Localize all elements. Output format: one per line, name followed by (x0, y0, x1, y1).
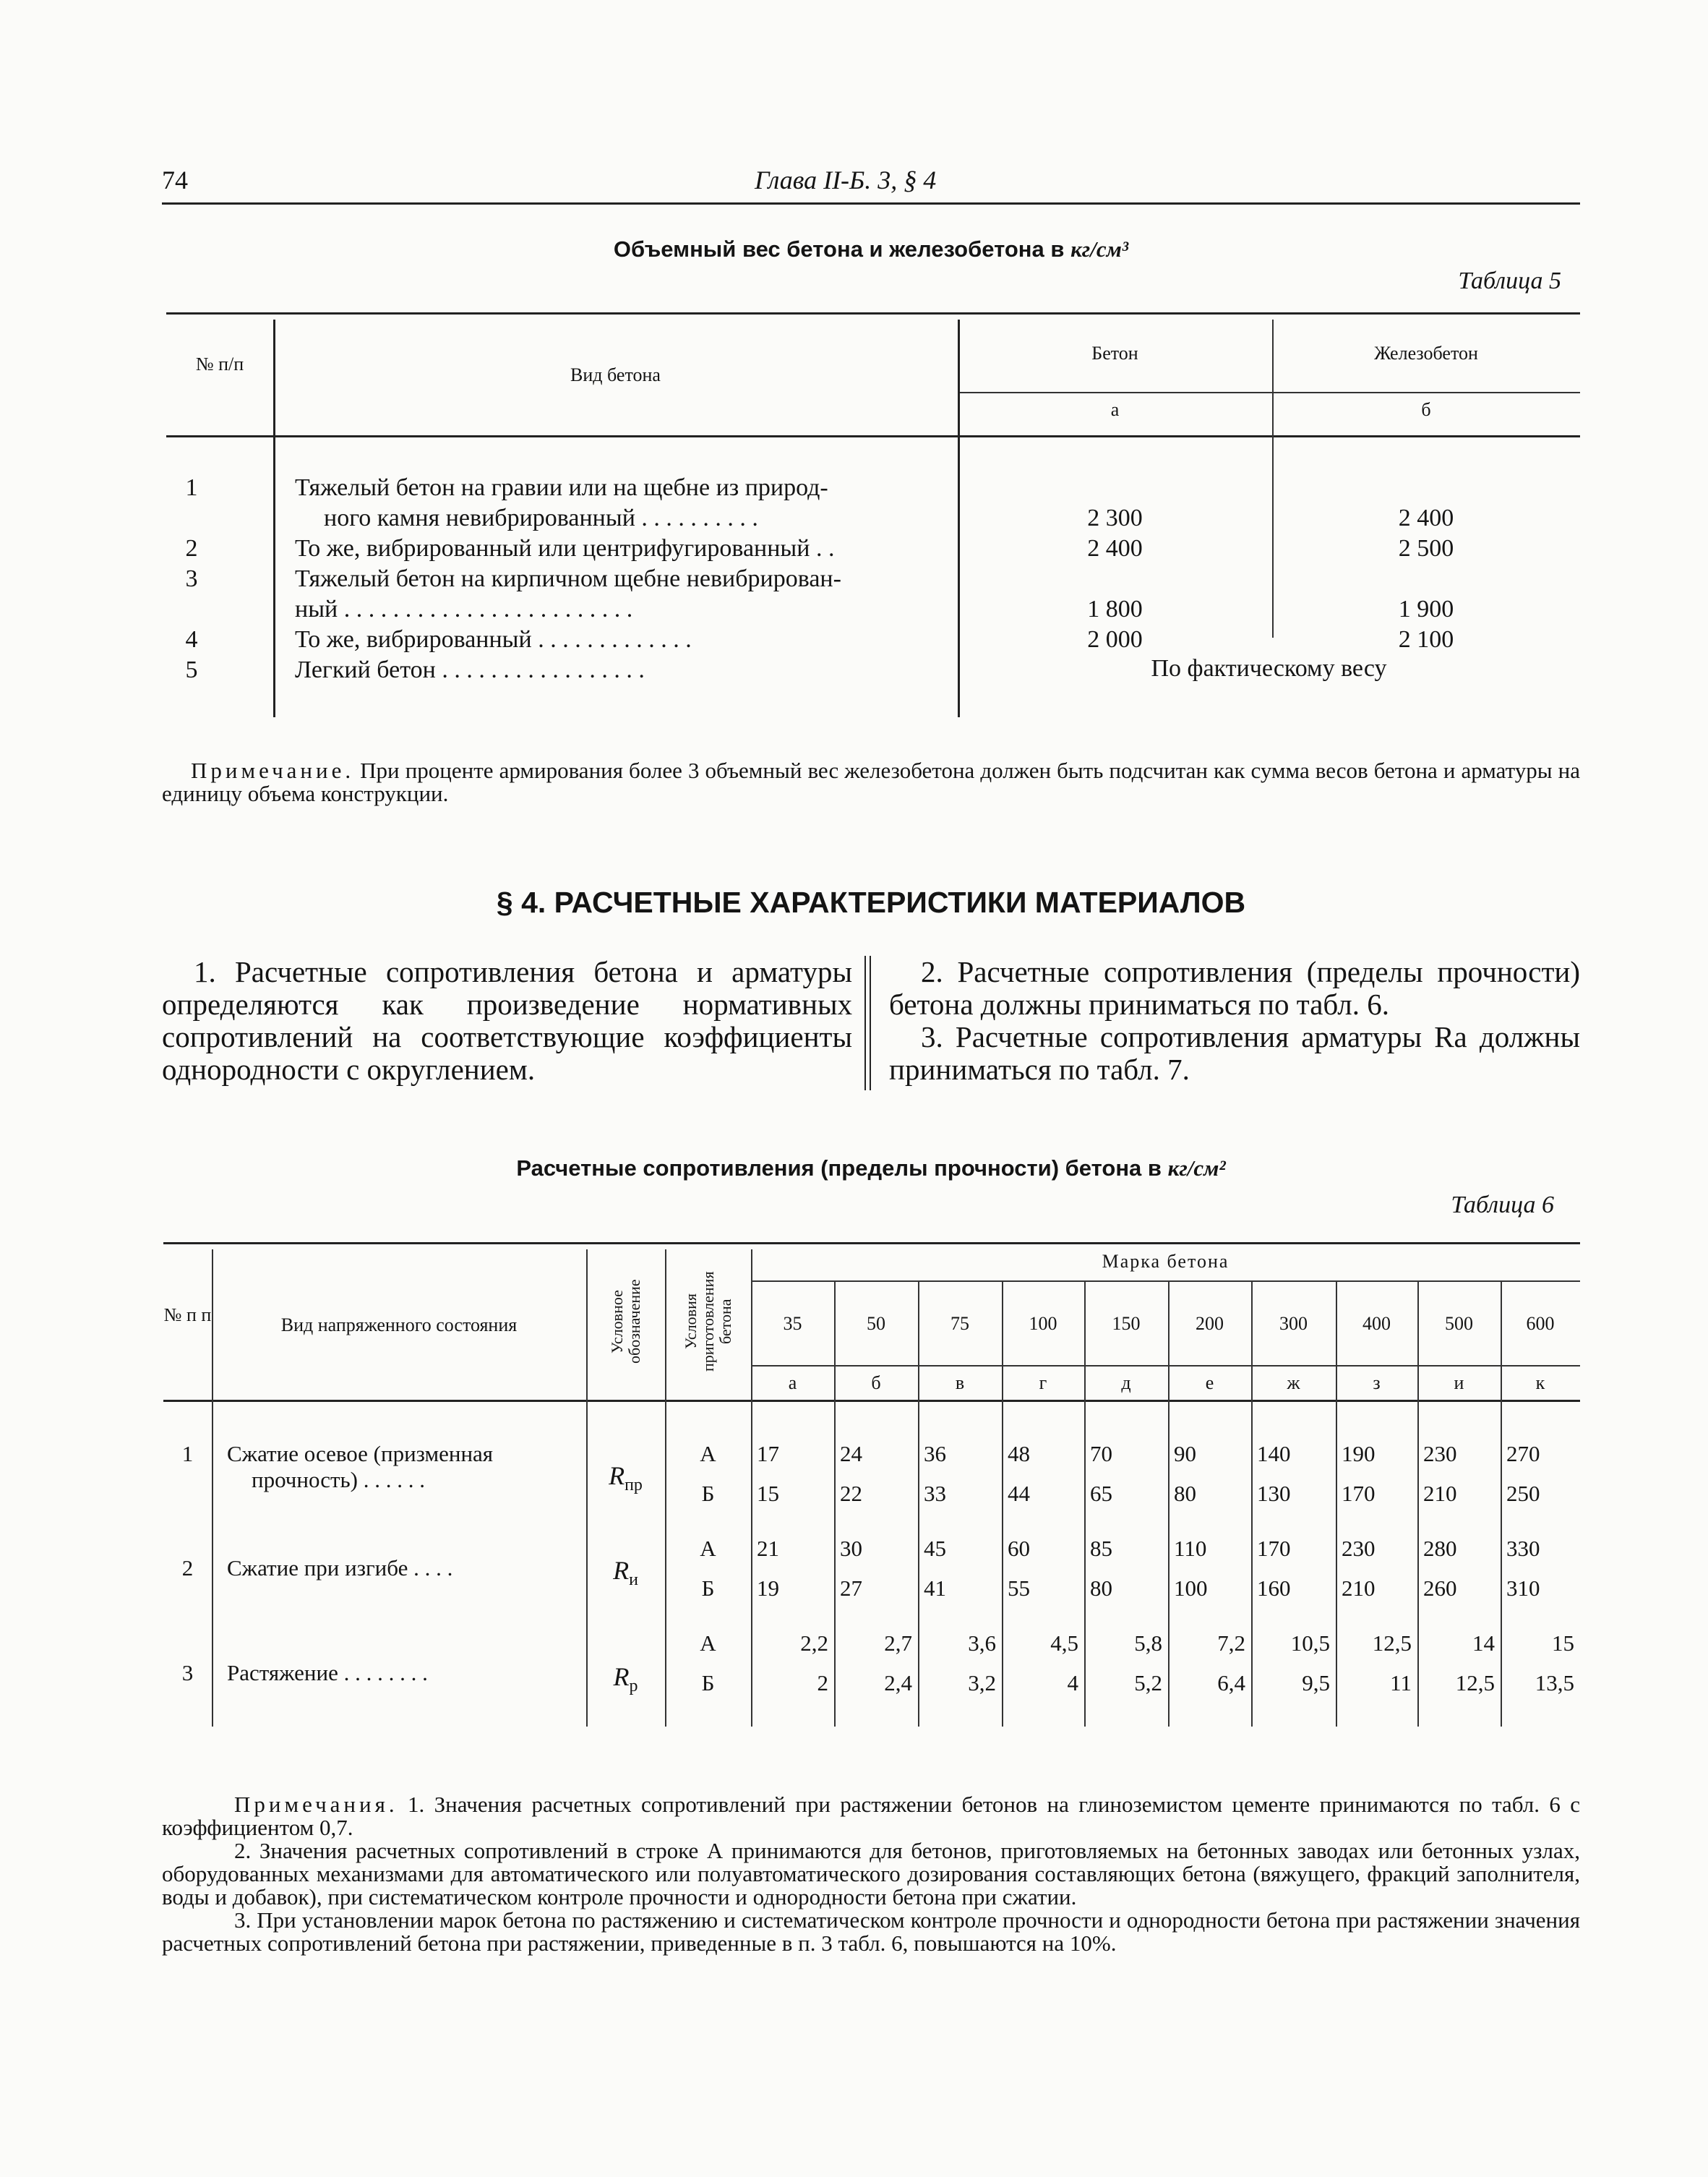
table6-value-cell: 250 (1506, 1481, 1540, 1506)
table6-value-cell: 2 (817, 1670, 828, 1695)
table6-value-cell: 260 (1423, 1575, 1457, 1601)
table5-row-text: Легкий бетон . . . . . . . . . . . . . . . . . (295, 656, 645, 683)
table6-value-cell: 5,2 (1134, 1670, 1162, 1695)
table5-row-num: 5 (185, 656, 198, 683)
table6-note-2: 2. Значения расчетных сопротивлений в строке А принимаются для бетонов, приготовляемых на бетонных заводах или бетонных узлах, оборудованных механизмами для автоматического или полуавтоматического дозирования составляющих бетона (вяжущего, фракций заполнителя, воды и добавок), при систематическом контроле прочности и однородности бетона при сжатии. (162, 1838, 1580, 1909)
table6-grade-cell: 100 (1029, 1313, 1057, 1334)
table6-value-cell: 24 (840, 1441, 862, 1466)
table6-value-cell: 4 (1067, 1670, 1078, 1695)
table5-header-num: № п/п (195, 354, 244, 375)
table5-caption-text: Объемный вес бетона и железобетона в (613, 236, 1065, 262)
table6-value-cell: 160 (1257, 1575, 1291, 1601)
table5-header-b: б (1421, 399, 1431, 420)
section-title: § 4. РАСЧЕТНЫЕ ХАРАКТЕРИСТИКИ МАТЕРИАЛОВ (496, 886, 1246, 919)
table6-value-cell: 33 (924, 1481, 946, 1506)
table6-row-num: 2 (181, 1555, 194, 1581)
table6-condition: Б (701, 1670, 715, 1695)
table6-value-cell: 100 (1174, 1575, 1208, 1601)
table6-condition: А (700, 1630, 716, 1656)
page-number: 74 (162, 166, 188, 194)
table6-value-cell: 330 (1506, 1536, 1540, 1561)
table6-value-cell: 2,4 (884, 1670, 912, 1695)
table6-grade-cell: 75 (950, 1313, 969, 1334)
column-divider (864, 956, 866, 1090)
table6-value-cell: 41 (924, 1575, 946, 1601)
table6-symbol: $R_р$ (613, 1662, 638, 1696)
table6-letter-cell: е (1205, 1372, 1214, 1393)
table6-value-cell: 65 (1090, 1481, 1112, 1506)
table6-grade-cell: 500 (1445, 1313, 1473, 1334)
section-left-paragraph: 1. Расчетные сопротивления бетона и арматуры определяются как произведение нормативных сопротивлений на соответствующие коэффициенты однородности с округлением. (162, 955, 852, 1086)
table6-grade-cell: 600 (1526, 1313, 1555, 1334)
table6-header-grade: Марка бетона (1102, 1251, 1229, 1272)
table6-value-cell: 15 (1552, 1630, 1574, 1656)
table6-value-cell: 6,4 (1217, 1670, 1245, 1695)
table6-letter-cell: а (788, 1372, 797, 1393)
table6-value-cell: 4,5 (1050, 1630, 1078, 1656)
table5 (166, 312, 1580, 717)
table6-header-symbol: Условное обозначение (607, 1279, 643, 1364)
table6-value-cell: 170 (1342, 1481, 1376, 1506)
table6-value-cell: 90 (1174, 1441, 1196, 1466)
table6-value-cell: 12,5 (1372, 1630, 1412, 1656)
table6-value-cell: 44 (1008, 1481, 1030, 1506)
table5-value-a: 2 000 (1087, 626, 1143, 653)
table6-value-cell: 30 (840, 1536, 862, 1561)
table6-letter-cell: г (1039, 1372, 1047, 1393)
table6-value-cell: 2,2 (800, 1630, 828, 1656)
table6-grade-cell: 200 (1196, 1313, 1224, 1334)
table6-row-text: Сжатие осевое (призменная (227, 1441, 494, 1466)
table6-value-cell: 21 (757, 1536, 779, 1561)
table6-caption-unit: кг/см² (1167, 1155, 1226, 1181)
table5-note-text: При проценте армирования более 3 объемный вес железобетона должен быть подсчитан как сумма весов бетона и арматуры на единицу объема конструкции. (162, 758, 1580, 806)
table6-value-cell: 55 (1008, 1575, 1030, 1601)
table6-value-cell: 210 (1342, 1575, 1376, 1601)
table6-note-3: 3. При установлении марок бетона по растяжению и систематическом контроле прочности и однородности бетона при растяжении значения расчетных сопротивлений бетона при растяжении, приведенные в п. 3 табл. 6, повышаются на 10%. (162, 1907, 1580, 1956)
table6-letter-cell: б (871, 1372, 881, 1393)
table6-header-conditions: Условия приготовления бетона (681, 1271, 734, 1372)
table5-row-text: ного камня невибрированный . . . . . . . . . . (324, 505, 758, 531)
table5-value-b: 2 100 (1398, 626, 1454, 653)
table6-value-cell: 270 (1506, 1441, 1540, 1466)
table6-value-cell: 2,7 (884, 1630, 912, 1656)
table6-value-cell: 9,5 (1302, 1670, 1330, 1695)
table5-caption-unit: кг/см³ (1070, 236, 1129, 262)
table5-row-num: 3 (185, 565, 198, 592)
table6-value-cell: 7,2 (1217, 1630, 1245, 1656)
table5-header-type: Вид бетона (570, 364, 661, 385)
table6-grade-cell: 50 (867, 1313, 885, 1334)
table6-letter-cell: ж (1287, 1372, 1300, 1393)
table6-symbol: $R_и$ (613, 1556, 638, 1590)
table6-grade-cell: 35 (783, 1313, 802, 1334)
table6-value-cell: 5,8 (1134, 1630, 1162, 1656)
table6-letter-cell: к (1535, 1372, 1545, 1393)
table5-row-text: То же, вибрированный или центрифугированный . . (295, 535, 835, 562)
table6-value-cell: 14 (1472, 1630, 1495, 1656)
table6-condition: А (700, 1441, 716, 1466)
page-header (162, 165, 1580, 205)
table5-value-b: 1 900 (1398, 596, 1454, 623)
table6-grade-cell: 400 (1362, 1313, 1391, 1334)
section-right-column (889, 956, 1580, 1086)
table6-note-1: 1. Значения расчетных сопротивлений при растяжении бетонов на глиноземистом цементе принимаются по табл. 6 с коэффициентом 0,7. (162, 1792, 1580, 1840)
table6-value-cell: 190 (1342, 1441, 1376, 1466)
table6-value-cell: 15 (757, 1481, 779, 1506)
table5-label: Таблица 5 (1458, 268, 1561, 294)
table6-row-num: 1 (181, 1441, 194, 1466)
table6-value-cell: 45 (924, 1536, 946, 1561)
table6-condition: Б (701, 1575, 715, 1601)
table6-value-cell: 85 (1090, 1536, 1112, 1561)
table5-row-text: ный . . . . . . . . . . . . . . . . . . . . . . . . (295, 596, 633, 623)
table6-value-cell: 13,5 (1535, 1670, 1574, 1695)
table6-grade-cell: 150 (1112, 1313, 1141, 1334)
table5-value-b: 2 400 (1398, 505, 1454, 531)
table5-value-a: 2 400 (1087, 535, 1143, 562)
table6-value-cell: 130 (1257, 1481, 1291, 1506)
table6-letter-cell: в (955, 1372, 965, 1393)
table6-value-cell: 27 (840, 1575, 862, 1601)
table6-value-cell: 70 (1090, 1441, 1112, 1466)
table6-value-cell: 48 (1008, 1441, 1030, 1466)
table5-header-beton: Бетон (1091, 343, 1138, 364)
table6-value-cell: 80 (1174, 1481, 1196, 1506)
table6-value-cell: 170 (1257, 1536, 1291, 1561)
table6-header-num: № п п (163, 1304, 212, 1325)
table5-row-num: 4 (185, 626, 198, 653)
table6-value-cell: 19 (757, 1575, 779, 1601)
table6-notes (162, 1793, 1580, 1955)
table6-value-cell: 12,5 (1455, 1670, 1495, 1695)
table5-row-text: Тяжелый бетон на гравии или на щебне из природ- (295, 474, 828, 501)
table6-value-cell: 36 (924, 1441, 946, 1466)
section-right-p1: 2. Расчетные сопротивления (пределы прочности) бетона должны приниматься по табл. 6. (889, 955, 1580, 1021)
running-head: Глава II-Б. 3, § 4 (755, 166, 937, 194)
table6-value-cell: 3,2 (968, 1670, 996, 1695)
table5-header-a: а (1110, 399, 1120, 420)
table5-row-text: То же, вибрированный . . . . . . . . . . . . . (295, 626, 692, 653)
table6-notes-label: Примечания. (234, 1792, 398, 1817)
table6-row-text: Сжатие при изгибе . . . . (227, 1555, 453, 1581)
table6-value-cell: 22 (840, 1481, 862, 1506)
table6-value-cell: 140 (1257, 1441, 1291, 1466)
table6-value-cell: 230 (1423, 1441, 1457, 1466)
table5-merged-value: По фактическому весу (1151, 655, 1387, 682)
table6-condition: А (700, 1536, 716, 1561)
table6-value-cell: 210 (1423, 1481, 1457, 1506)
table6-value-cell: 230 (1342, 1536, 1376, 1561)
table6-value-cell: 60 (1008, 1536, 1030, 1561)
table6-condition: Б (701, 1481, 715, 1506)
table6-letter-cell: и (1454, 1372, 1464, 1393)
table6-symbol: $R_{пр}$ (609, 1461, 643, 1495)
table6-header-state: Вид напряженного состояния (280, 1314, 518, 1335)
table6-letter-cell: д (1121, 1372, 1131, 1393)
table6-caption-text: Расчетные сопротивления (пределы прочности) бетона в (516, 1155, 1162, 1181)
table6-value-cell: 310 (1506, 1575, 1540, 1601)
table5-value-b: 2 500 (1398, 535, 1454, 562)
table5-header-zhelezobeton: Железобетон (1374, 343, 1478, 364)
table6-body (665, 1242, 1580, 1727)
table6-caption (162, 1155, 1580, 1181)
table5-row-num: 2 (185, 535, 198, 562)
table6-value-cell: 280 (1423, 1536, 1457, 1561)
table5-value-a: 2 300 (1087, 505, 1143, 531)
table6-value-cell: 10,5 (1290, 1630, 1330, 1656)
table6-row-text: Растяжение . . . . . . . . (227, 1660, 428, 1685)
table6-value-cell: 17 (757, 1441, 779, 1466)
table6-row-num: 3 (181, 1660, 194, 1685)
table6-row-text: прочность) . . . . . . (252, 1467, 426, 1492)
table5-value-a: 1 800 (1087, 596, 1143, 623)
table5-row-text: Тяжелый бетон на кирпичном щебне невибрирован- (295, 565, 841, 592)
table6-value-cell: 110 (1174, 1536, 1207, 1561)
table5-caption (162, 236, 1580, 262)
table6-label: Таблица 6 (1451, 1192, 1554, 1218)
table6-letter-cell: з (1373, 1372, 1381, 1393)
table6-value-cell: 80 (1090, 1575, 1112, 1601)
table5-note-label: Примечание. (191, 758, 355, 783)
table6-value-cell: 3,6 (968, 1630, 996, 1656)
section-right-p2: 3. Расчетные сопротивления арматуры Rа должны приниматься по табл. 7. (889, 1020, 1580, 1086)
table6-value-cell: 11 (1390, 1670, 1412, 1695)
table5-row-num: 1 (185, 474, 198, 501)
table5-note (162, 759, 1580, 805)
table6-grade-cell: 300 (1279, 1313, 1308, 1334)
table6 (163, 1242, 1580, 1727)
